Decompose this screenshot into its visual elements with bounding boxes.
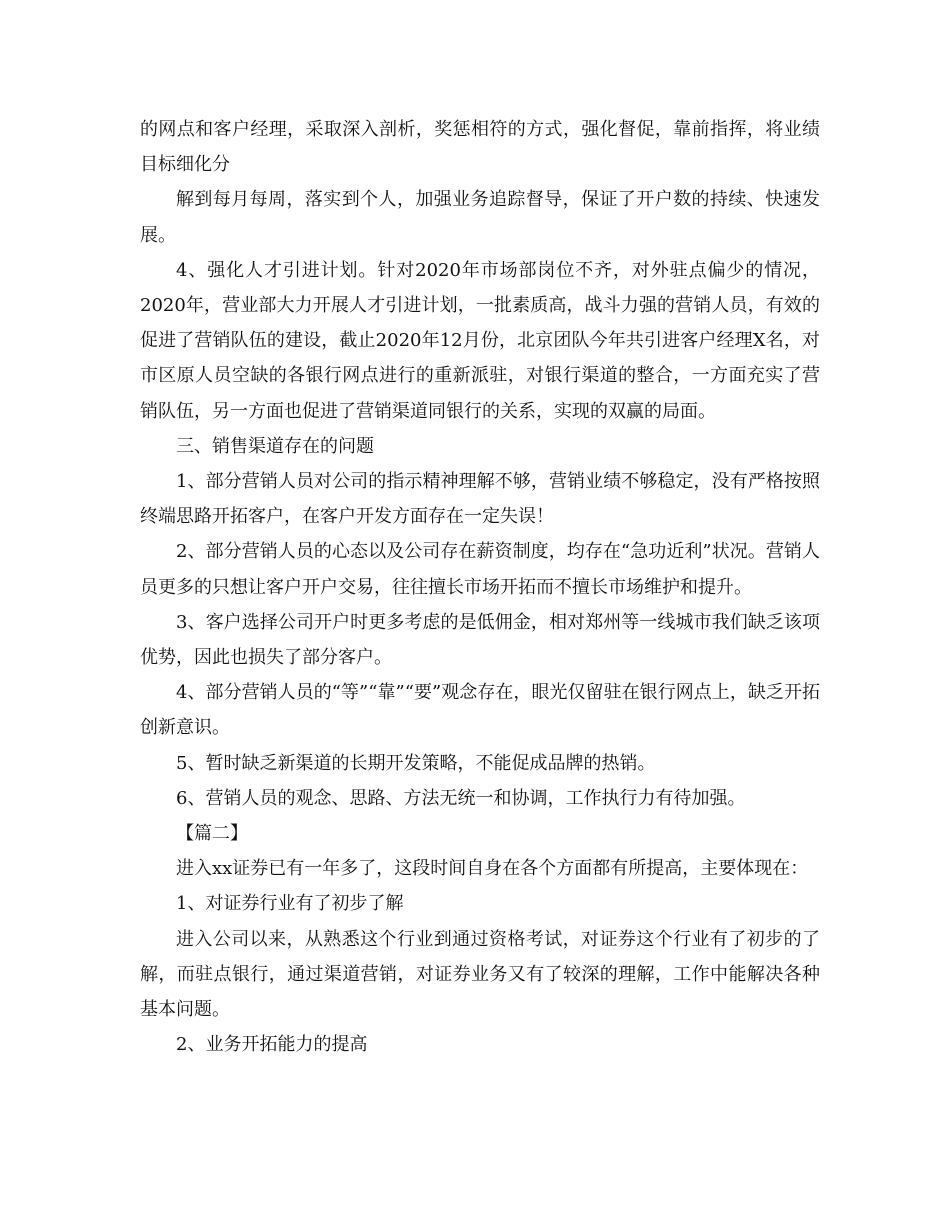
- paragraph-problem-1: 1、部分营销人员对公司的指示精神理解不够，营销业绩不够稳定，没有严格按照终端思路开拓客户，在客户开发方面存在一定失误！: [140, 471, 820, 528]
- paragraph-problem-5: 5、暂时缺乏新渠道的长期开发策略，不能促成品牌的热销。: [176, 752, 656, 774]
- section-heading-channel-problems: 三、销售渠道存在的问题: [176, 435, 374, 457]
- paragraph-problem-6: 6、营销人员的观念、思路、方法无统一和协调，工作执行力有待加强。: [176, 787, 746, 809]
- paragraph-industry-understanding: 进入公司以来，从熟悉这个行业到通过资格考试，对证券这个行业有了初步的了解，而驻点银行，通过渠道营销，对证券业务又有了较深的理解，工作中能解决各种基本问题。: [140, 928, 820, 1021]
- paragraph-intro-part-two: 进入xx证券已有一年多了，这段时间自身在各个方面都有所提高，主要体现在：: [176, 858, 809, 880]
- paragraph-target-breakdown: 解到每月每周，落实到个人，加强业务追踪督导，保证了开户数的持续、快速发展。: [140, 189, 820, 246]
- paragraph-problem-2: 2、部分营销人员的心态以及公司存在薪资制度，均存在“急功近利”状况。营销人员更多的只想让客户开户交易，往往擅长市场开拓而不擅长市场维护和提升。: [140, 541, 820, 598]
- paragraph-problem-4: 4、部分营销人员的“等”“靠”“要”观念存在，眼光仅留驻在银行网点上，缺乏开拓创新意识。: [140, 682, 820, 739]
- subheading-business-development: 2、业务开拓能力的提高: [176, 1034, 368, 1056]
- document-body: [140, 112, 820, 1062]
- paragraph-continuation: 的网点和客户经理，采取深入剖析，奖惩相符的方式，强化督促，靠前指挥，将业绩目标细化分: [140, 119, 820, 176]
- section-heading-part-two: 【篇二】: [176, 823, 248, 845]
- paragraph-problem-3: 3、客户选择公司开户时更多考虑的是低佣金，相对郑州等一线城市我们缺乏该项优势，因此也损失了部分客户。: [140, 611, 820, 669]
- subheading-industry-understanding: 1、对证券行业有了初步了解: [176, 893, 404, 915]
- paragraph-talent-plan: 4、强化人才引进计划。针对2020年市场部岗位不齐，对外驻点偏少的情况，2020年，营业部大力开展人才引进计划，一批素质高，战斗力强的营销人员，有效的促进了营销队伍的建设，截止2020年12月份，北京团队今年共引进客户经理X名，对市区原人员空缺的各银行网点进行的重新派驻，对银行渠道的整合，一方面充实了营销队伍，另一方面也促进了营销渠道同银行的关系，实现的双赢的局面。: [140, 259, 820, 422]
